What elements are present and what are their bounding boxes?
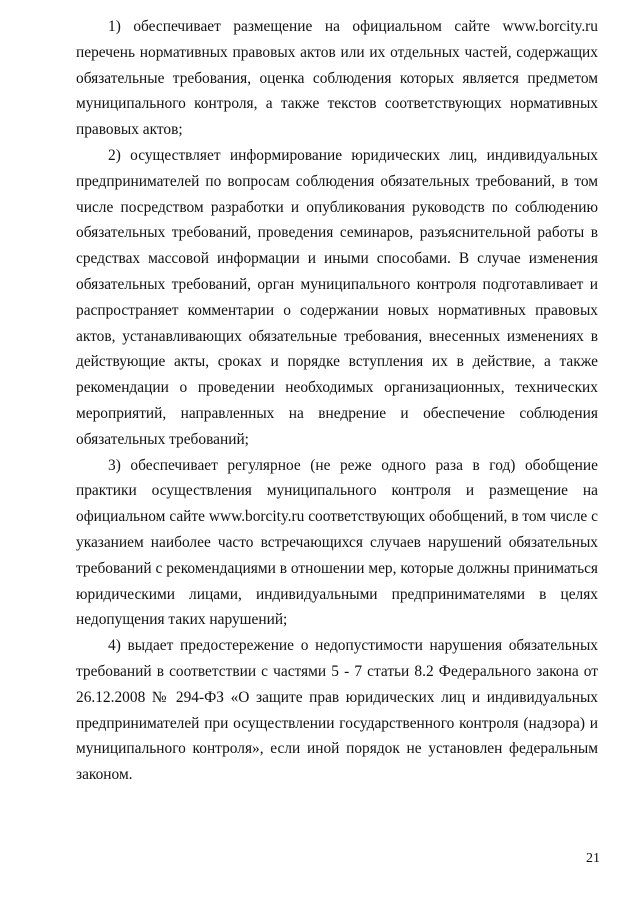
- document-page: [76, 14, 598, 788]
- paragraph-item-3: 3) обеспечивает регулярное (не реже одного раза в год) обобщение практики осуществления муниципального контроля и размещение на официальном сайте www.borcity.ru соответствующих обобщений, в том числе с указанием наиболее часто встречающихся случаев нарушений обязательных требований с рекомендациями в отношении мер, которые должны приниматься юридическими лицами, индивидуальными предпринимателями в целях недопущения таких нарушений;: [76, 456, 598, 629]
- paragraph-item-2: 2) осуществляет информирование юридических лиц, индивидуальных предпринимателей по вопросам соблюдения обязательных требований, в том числе посредством разработки и опубликования руководств по соблюдению обязательных требований, проведения семинаров, разъяснительной работы в средствах массовой информации и иными способами. В случае изменения обязательных требований, орган муниципального контроля подготавливает и распространяет комментарии о содержании новых нормативных правовых актов, устанавливающих обязательные требования, внесенных изменениях в действующие акты, сроках и порядке вступления их в действие, а также рекомендации о проведении необходимых организационных, технических мероприятий, направленных на внедрение и обеспечение соблюдения обязательных требований;: [76, 146, 598, 448]
- paragraph-item-4: 4) выдает предостережение о недопустимости нарушения обязательных требований в соответствии с частями 5 - 7 статьи 8.2 Федерального закона от 26.12.2008 № 294-ФЗ «О защите прав юридических лиц и индивидуальных предпринимателей при осуществлении государственного контроля (надзора) и муниципального контроля», если иной порядок не установлен федеральным законом.: [76, 637, 598, 784]
- page-number: 21: [586, 851, 600, 866]
- paragraph-item-1: 1) обеспечивает размещение на официальном сайте www.borcity.ru перечень нормативных правовых актов или их отдельных частей, содержащих обязательные требования, оценка соблюдения которых является предметом муниципального контроля, а также текстов соответствующих нормативных правовых актов;: [76, 18, 598, 139]
